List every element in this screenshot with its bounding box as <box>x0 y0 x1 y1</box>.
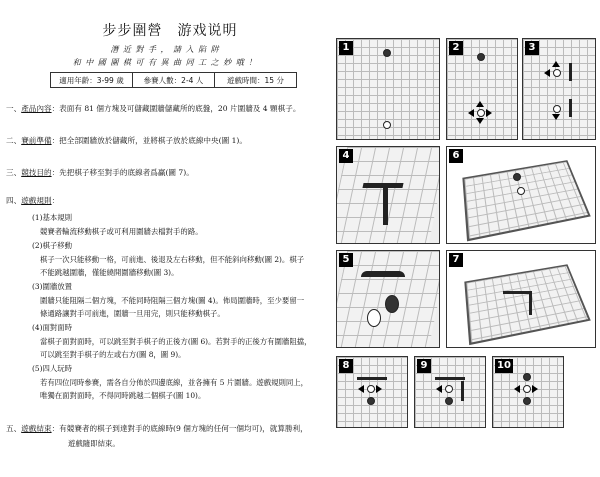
section-heading: 賽前準備 <box>21 136 52 145</box>
board-grid <box>462 160 590 241</box>
section-text: ：有競賽者的棋子到達對手的底線時(9 個方塊的任何一個均可)，就算勝利， <box>51 424 308 433</box>
piece-white <box>383 121 391 129</box>
piece-black <box>367 397 375 405</box>
piece-white <box>477 109 485 117</box>
figure-number: 6 <box>449 149 463 163</box>
piece-white <box>367 309 381 327</box>
rule-5-text-1: 若有四位同時參賽，需各自分佈於四邊底線，並各擁有 5 片圍牆。遊戲規則同上， <box>40 378 309 387</box>
piece-black <box>513 173 521 181</box>
piece-white <box>445 385 453 393</box>
section-number: 三、 <box>6 168 22 177</box>
piece-white <box>517 187 525 195</box>
figure-column <box>336 38 596 468</box>
piece-white <box>367 385 375 393</box>
section-text: ：先把棋子移至對手的底線者爲贏(圖 7)。 <box>51 168 194 177</box>
arrow-up-icon <box>476 101 484 107</box>
rule-1-text: 競賽者輪流移動棋子或可利用圍牆去檔對手的路。 <box>40 227 203 236</box>
arrow-left-icon <box>436 385 442 393</box>
figure-6 <box>446 146 596 244</box>
piece-black <box>383 49 391 57</box>
figure-number: 9 <box>417 359 431 373</box>
arrow-left-icon <box>514 385 520 393</box>
rule-5-title: (5)四人玩時 <box>32 364 73 373</box>
rule-2-title: (2)棋子移動 <box>32 241 73 250</box>
section-preparation <box>6 136 247 146</box>
figure-8 <box>336 356 408 428</box>
section-number: 五、 <box>6 424 22 433</box>
rule-4-text-2: 可以跳至對手棋子的左或右方(圖 8，圖 9)。 <box>40 350 186 359</box>
piece-white <box>523 385 531 393</box>
arrow-right-icon <box>376 385 382 393</box>
section-heading: 產品內容 <box>21 104 52 113</box>
section-number: 一、 <box>6 104 22 113</box>
figure-7 <box>446 250 596 348</box>
figure-3 <box>522 38 596 140</box>
piece-black <box>385 295 399 313</box>
piece-black <box>523 373 531 381</box>
figure-4 <box>336 146 440 244</box>
arrow-left-icon <box>358 385 364 393</box>
section-number: 四、 <box>6 196 22 205</box>
rule-2-text-1: 棋子一次只能移動一格，可前進、後退及左右移動，但不能斜向移動(圖 2)。棋子 <box>40 255 305 264</box>
section-text: ：把全部圍牆放於儲藏所，並將棋子放於底線中央(圖 1)。 <box>51 136 247 145</box>
piece-black <box>445 397 453 405</box>
arrow-left-icon <box>544 69 550 77</box>
rule-4-text-1: 當棋子面對面時，可以跳至對手棋子的正後方(圖 6)。若對手的正後方有圍牆阻擋， <box>40 337 312 346</box>
wall <box>383 185 388 225</box>
rule-4-title: (4)面對面時 <box>32 323 73 332</box>
figure-number: 1 <box>339 41 353 55</box>
section-heading: 遊戲規則 <box>21 196 52 205</box>
piece-black <box>477 53 485 61</box>
arrow-up-icon <box>552 61 560 67</box>
figure-5 <box>336 250 440 348</box>
section-heading: 競技目的 <box>21 168 52 177</box>
info-table <box>50 72 297 88</box>
board-grid <box>464 264 590 345</box>
arrow-right-icon <box>486 109 492 117</box>
piece-white <box>553 105 561 113</box>
piece-white <box>553 69 561 77</box>
figure-number: 4 <box>339 149 353 163</box>
section-heading: 遊戲結束 <box>21 424 52 433</box>
section-game-end <box>6 424 308 434</box>
rule-1-title: (1)基本規則 <box>32 213 73 222</box>
section-colon: ： <box>51 196 60 205</box>
jump-arc-icon <box>361 271 405 277</box>
slogan-line-1: 潛 近 對 手 ， 請 入 陷 阱 <box>110 45 220 54</box>
arrow-right-icon <box>532 385 538 393</box>
rule-3-text-2: 條通路讓對手可前進，圍牆一旦用完，則只能移動棋子。 <box>40 309 225 318</box>
figure-number: 8 <box>339 359 353 373</box>
rule-3-title: (3)圍牆放置 <box>32 282 73 291</box>
figure-number: 3 <box>525 41 539 55</box>
section-text: ：表面有 81 個方塊及可儲藏圍牆儲藏所的底盤，20 片圍牆及 4 顆棋子。 <box>51 104 301 113</box>
wall <box>503 291 529 294</box>
slogan-line-2: 和 中 國 圍 棋 可 有 異 曲 同 工 之 妙 哦 ！ <box>72 58 258 67</box>
figure-10 <box>492 356 564 428</box>
wall <box>357 377 387 380</box>
game-end-text-2: 遊戲隨即結束。 <box>68 439 120 448</box>
page-title: 步步圍營 游戏说明 <box>102 23 238 39</box>
wall <box>569 99 572 117</box>
age-cell: 適用年齡：3-99 歲 <box>59 75 124 85</box>
time-cell: 遊戲時間：15 分 <box>214 73 296 87</box>
section-rules <box>6 196 59 206</box>
figure-9 <box>414 356 486 428</box>
arrow-down-icon <box>552 114 560 120</box>
figure-1 <box>336 38 440 140</box>
arrow-down-icon <box>476 118 484 124</box>
rule-2-text-2: 不能跳越圍牆，僅能繞開圍牆移動(圖 3)。 <box>40 268 179 277</box>
figure-number: 5 <box>339 253 353 267</box>
figure-2 <box>446 38 518 140</box>
rule-5-text-2: 唯獨在面對面時，不得同時跳越二個棋子(圖 10)。 <box>40 391 206 400</box>
wall <box>435 377 465 380</box>
players-cell: 參賽人數：2-4 人 <box>132 73 214 87</box>
figure-number: 10 <box>495 359 513 373</box>
section-contents <box>6 104 300 114</box>
rule-3-text-1: 圍牆只能阻隔二個方塊，不能同時阻隔三個方塊(圖 4)。佈局圍牆時，至少要留一 <box>40 296 305 305</box>
figure-number: 7 <box>449 253 463 267</box>
section-number: 二、 <box>6 136 22 145</box>
piece-black <box>523 397 531 405</box>
figure-number: 2 <box>449 41 463 55</box>
section-objective <box>6 168 194 178</box>
wall <box>461 381 464 401</box>
wall <box>529 291 532 315</box>
arrow-left-icon <box>468 109 474 117</box>
wall <box>569 63 572 81</box>
